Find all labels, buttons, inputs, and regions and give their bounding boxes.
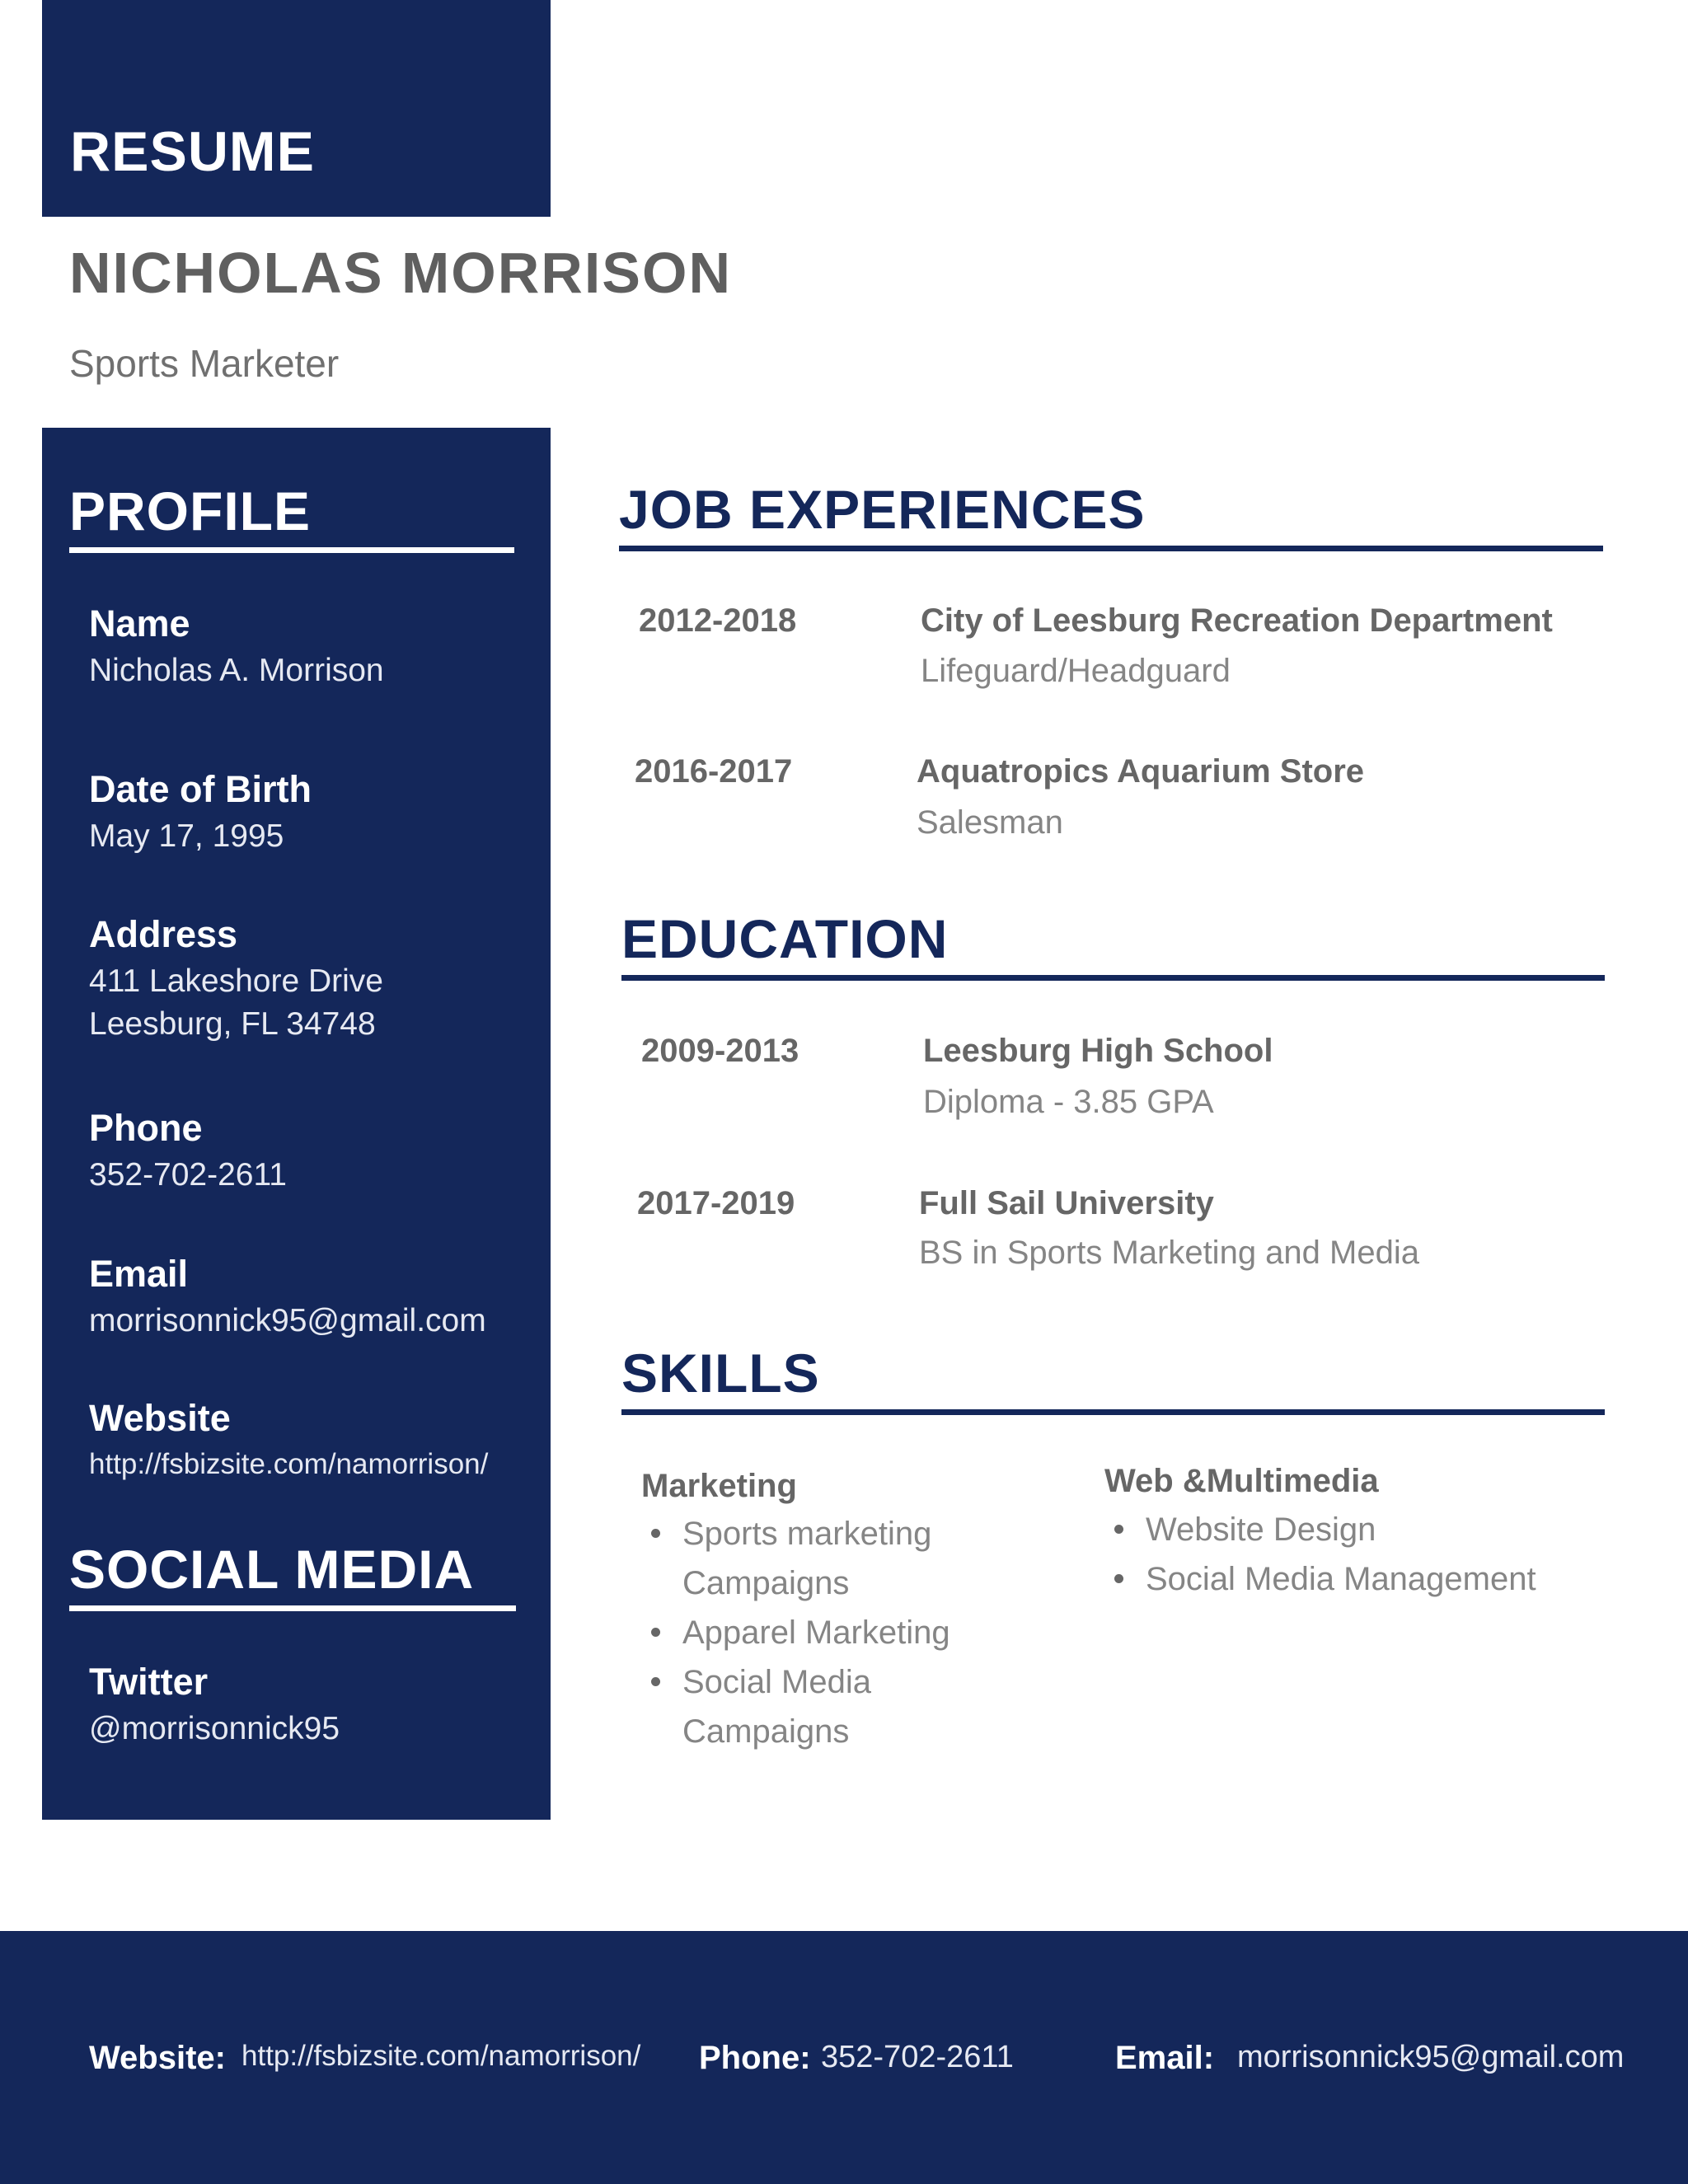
education-years: 2009-2013 <box>641 1033 799 1069</box>
skills-heading: SKILLS <box>621 1343 820 1404</box>
job-years: 2016-2017 <box>635 753 793 790</box>
education-heading: EDUCATION <box>621 908 949 969</box>
education-rule <box>621 975 1605 981</box>
bullet-icon <box>1114 1574 1123 1583</box>
dob-label: Date of Birth <box>89 768 312 810</box>
dob-value: May 17, 1995 <box>89 818 284 854</box>
twitter-value[interactable]: @morrisonnick95 <box>89 1711 340 1746</box>
website-label: Website <box>89 1397 231 1439</box>
address-label: Address <box>89 913 238 955</box>
footer-website-link[interactable]: http://fsbizsite.com/namorrison/ <box>241 2040 641 2072</box>
profile-heading: PROFILE <box>69 480 312 541</box>
email-label: Email <box>89 1253 189 1295</box>
footer-phone-value: 352-702-2611 <box>821 2040 1014 2074</box>
skill-item-continued: Campaigns <box>682 1565 850 1601</box>
social-media-heading-rule <box>69 1605 516 1611</box>
phone-value: 352-702-2611 <box>89 1157 287 1193</box>
education-detail: BS in Sports Marketing and Media <box>919 1235 1419 1271</box>
skill-list <box>1106 1505 1568 1604</box>
skill-item: Sports marketing <box>643 1509 1039 1558</box>
bullet-icon <box>651 1529 660 1538</box>
education-detail: Diploma - 3.85 GPA <box>923 1084 1214 1120</box>
person-name: NICHOLAS MORRISON <box>69 241 732 305</box>
website-value[interactable]: http://fsbizsite.com/namorrison/ <box>89 1448 489 1480</box>
job-employer: Aquatropics Aquarium Store <box>917 753 1365 790</box>
person-role: Sports Marketer <box>69 342 340 385</box>
footer-phone-label: Phone: <box>699 2040 811 2076</box>
name-label: Name <box>89 602 190 644</box>
skill-list <box>643 1509 1039 1756</box>
bullet-icon <box>651 1677 660 1686</box>
address-line-1: 411 Lakeshore Drive <box>89 963 383 999</box>
skill-group-title: Web &Multimedia <box>1104 1463 1379 1499</box>
skill-item: Apparel Marketing <box>643 1608 1039 1657</box>
skills-rule <box>621 1409 1605 1415</box>
education-years: 2017-2019 <box>637 1185 795 1221</box>
education-school: Leesburg High School <box>923 1033 1273 1069</box>
profile-heading-rule <box>69 547 514 553</box>
twitter-label: Twitter <box>89 1661 209 1703</box>
job-employer: City of Leesburg Recreation Department <box>921 602 1553 639</box>
social-media-heading: SOCIAL MEDIA <box>69 1539 475 1600</box>
bullet-icon <box>1114 1525 1123 1534</box>
education-school: Full Sail University <box>919 1185 1214 1221</box>
job-experiences-heading: JOB EXPERIENCES <box>619 479 1146 540</box>
bullet-icon <box>651 1628 660 1637</box>
resume-banner <box>42 0 551 217</box>
skill-item: Social Media Management <box>1106 1554 1568 1604</box>
job-role: Lifeguard/Headguard <box>921 653 1231 689</box>
resume-title: RESUME <box>70 120 315 183</box>
name-value: Nicholas A. Morrison <box>89 653 384 688</box>
job-experiences-rule <box>619 546 1603 551</box>
address-line-2: Leesburg, FL 34748 <box>89 1006 376 1042</box>
footer-email-link[interactable]: morrisonnick95@gmail.com <box>1237 2040 1625 2074</box>
job-role: Salesman <box>917 804 1063 841</box>
skill-item: Social Media Campaigns <box>643 1657 1039 1756</box>
footer-email-label: Email: <box>1115 2040 1215 2076</box>
email-value[interactable]: morrisonnick95@gmail.com <box>89 1303 486 1338</box>
skill-group-title: Marketing <box>641 1468 797 1504</box>
phone-label: Phone <box>89 1107 203 1149</box>
skill-item: Website Design <box>1106 1505 1568 1554</box>
job-years: 2012-2018 <box>639 602 797 639</box>
footer-website-label: Website: <box>89 2040 226 2076</box>
